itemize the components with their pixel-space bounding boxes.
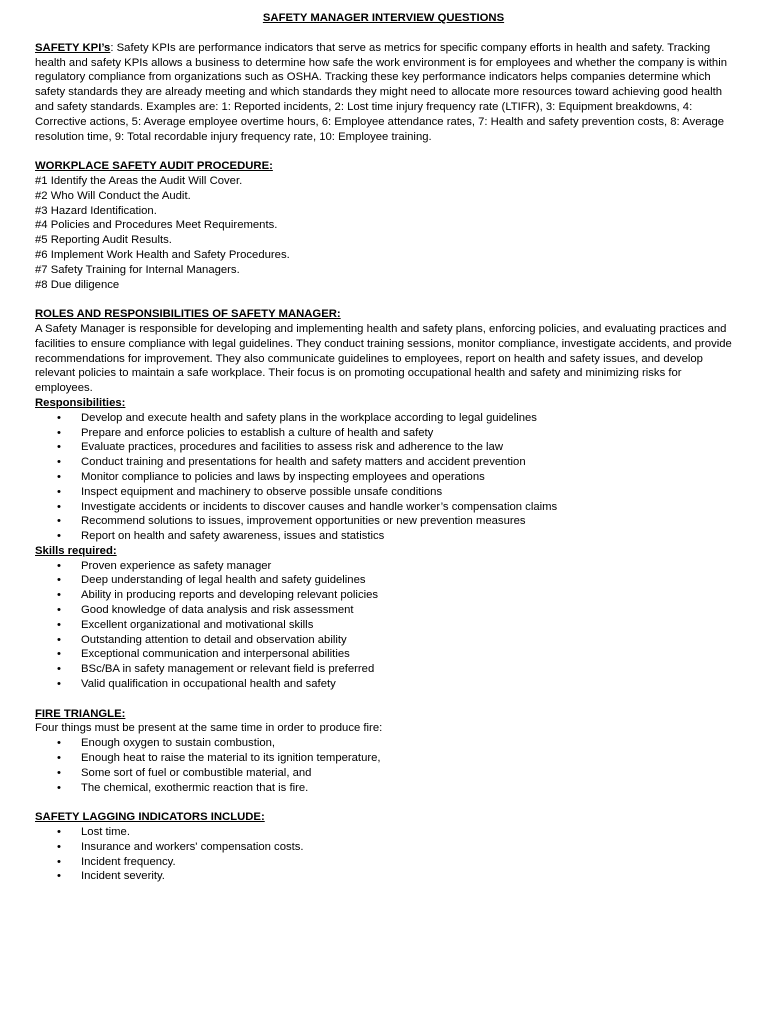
audit-step: #2 Who Will Conduct the Audit. xyxy=(35,189,191,202)
list-item xyxy=(35,618,732,633)
list-item xyxy=(35,662,732,677)
list-item xyxy=(35,633,732,648)
roles-intro: A Safety Manager is responsible for developing and implementing health and safety plans, enforcing policies, and evaluating practices and facilities to ensure compliance with legal guidelines. They conduct training sessions, monitor compliance, investigate accidents, and provide recommendations for improvement. They also communicate guidelines to employees, report on health and safety issues, and develop relevant policies to maintain a safe workplace. Their focus is on promoting occupational health and safety and minimizing risks for employees. xyxy=(35,322,732,395)
list-item xyxy=(35,485,732,500)
list-item xyxy=(35,573,732,588)
list-item xyxy=(35,470,732,485)
audit-step: #8 Due diligence xyxy=(35,278,120,291)
fire-list xyxy=(35,736,732,795)
audit-step: #5 Reporting Audit Results. xyxy=(35,234,172,247)
bullet-icon: • xyxy=(57,604,61,617)
bullet-icon: • xyxy=(57,678,61,691)
list-item-text: Recommend solutions to issues, improvement opportunities or new prevention measures xyxy=(81,515,526,528)
list-item-text: Investigate accidents or incidents to discover causes and handle worker’s compensation claims xyxy=(81,500,558,513)
list-item xyxy=(35,529,732,544)
list-item-text: Conduct training and presentations for health and safety matters and accident prevention xyxy=(81,456,526,469)
list-item xyxy=(35,781,732,796)
list-item xyxy=(35,677,732,692)
audit-step: #6 Implement Work Health and Safety Procedures. xyxy=(35,248,290,261)
bullet-icon: • xyxy=(57,752,61,765)
list-item-text: Enough heat to raise the material to its ignition temperature, xyxy=(81,752,381,765)
list-item-text: Incident severity. xyxy=(81,870,165,883)
responsibilities-list xyxy=(35,411,732,544)
bullet-icon: • xyxy=(57,411,61,424)
bullet-icon: • xyxy=(57,618,61,631)
bullet-icon: • xyxy=(57,737,61,750)
list-item-text: Deep understanding of legal health and safety guidelines xyxy=(81,574,366,587)
skills-list xyxy=(35,559,732,692)
lagging-section xyxy=(35,810,732,884)
bullet-icon: • xyxy=(57,870,61,883)
bullet-icon: • xyxy=(57,470,61,483)
roles-heading: ROLES AND RESPONSIBILITIES OF SAFETY MANAGER: xyxy=(35,308,341,321)
list-item-text: Insurance and workers' compensation costs. xyxy=(81,840,304,853)
bullet-icon: • xyxy=(57,574,61,587)
document-title: SAFETY MANAGER INTERVIEW QUESTIONS xyxy=(262,12,505,24)
list-item xyxy=(35,825,732,840)
roles-section xyxy=(35,307,732,692)
list-item-text: Inspect equipment and machinery to observe possible unsafe conditions xyxy=(81,485,443,498)
fire-heading: FIRE TRIANGLE: xyxy=(35,707,126,720)
kpi-text: : Safety KPIs are performance indicators that serve as metrics for specific company efforts in health and safety. Tracking health and safety KPIs allows a business to determine how safe the work environment is for employees and whether the company is within regulatory compliance from organizations such as OSHA. Tracking these key performance indicators helps companies determine which safety standards they are already meeting and which standards they might need to allocate more resources toward achieving good health and safety standards. Examples are: 1: Reported incidents, 2: Lost time injury frequency rate (LTIFR), 3: Equipment breakdowns, 4: Corrective actions, 5: Average employee overtime hours, 6: Employee attendance rates, 7: Health and safety prevention costs, 8: Average resolution time, 9: Total recordable injury frequency rate, 10: Employee training. xyxy=(35,41,727,143)
lagging-list xyxy=(35,825,732,884)
list-item xyxy=(35,426,732,441)
list-item-text: Incident frequency. xyxy=(81,855,176,868)
bullet-icon: • xyxy=(57,663,61,676)
list-item xyxy=(35,869,732,884)
list-item-text: Evaluate practices, procedures and facilities to assess risk and adherence to the law xyxy=(81,441,503,454)
list-item xyxy=(35,500,732,515)
audit-step: #1 Identify the Areas the Audit Will Cover. xyxy=(35,174,243,187)
list-item-text: Enough oxygen to sustain combustion, xyxy=(81,737,276,750)
list-item xyxy=(35,840,732,855)
bullet-icon: • xyxy=(57,456,61,469)
responsibilities-heading: Responsibilities: xyxy=(35,396,126,409)
list-item-text: Monitor compliance to policies and laws by inspecting employees and operations xyxy=(81,470,485,483)
list-item xyxy=(35,766,732,781)
bullet-icon: • xyxy=(57,648,61,661)
list-item-text: Exceptional communication and interpersonal abilities xyxy=(81,648,350,661)
list-item-text: The chemical, exothermic reaction that is fire. xyxy=(81,781,309,794)
fire-section xyxy=(35,707,732,796)
list-item-text: Ability in producing reports and developing relevant policies xyxy=(81,589,379,602)
list-item-text: Good knowledge of data analysis and risk assessment xyxy=(81,604,354,617)
bullet-icon: • xyxy=(57,855,61,868)
audit-section xyxy=(35,159,732,292)
list-item xyxy=(35,514,732,529)
bullet-icon: • xyxy=(57,559,61,572)
list-item xyxy=(35,647,732,662)
audit-step: #7 Safety Training for Internal Managers. xyxy=(35,263,240,276)
bullet-icon: • xyxy=(57,500,61,513)
list-item-text: Excellent organizational and motivational skills xyxy=(81,618,314,631)
kpi-paragraph xyxy=(35,41,732,145)
fire-intro: Four things must be present at the same time in order to produce fire: xyxy=(35,722,383,735)
list-item-text: BSc/BA in safety management or relevant field is preferred xyxy=(81,663,375,676)
bullet-icon: • xyxy=(57,781,61,794)
list-item xyxy=(35,736,732,751)
bullet-icon: • xyxy=(57,826,61,839)
bullet-icon: • xyxy=(57,766,61,779)
list-item-text: Some sort of fuel or combustible material, and xyxy=(81,766,312,779)
list-item-text: Prepare and enforce policies to establish a culture of health and safety xyxy=(81,426,434,439)
list-item xyxy=(35,603,732,618)
audit-heading: WORKPLACE SAFETY AUDIT PROCEDURE: xyxy=(35,160,273,173)
bullet-icon: • xyxy=(57,530,61,543)
bullet-icon: • xyxy=(57,426,61,439)
bullet-icon: • xyxy=(57,515,61,528)
list-item-text: Develop and execute health and safety plans in the workplace according to legal guidelines xyxy=(81,411,537,424)
list-item-text: Report on health and safety awareness, issues and statistics xyxy=(81,530,385,543)
bullet-icon: • xyxy=(57,441,61,454)
list-item-text: Valid qualification in occupational health and safety xyxy=(81,678,336,691)
list-item-text: Outstanding attention to detail and observation ability xyxy=(81,633,347,646)
bullet-icon: • xyxy=(57,633,61,646)
bullet-icon: • xyxy=(57,589,61,602)
audit-step: #4 Policies and Procedures Meet Requirements. xyxy=(35,219,278,232)
list-item xyxy=(35,559,732,574)
list-item xyxy=(35,751,732,766)
kpi-label: SAFETY KPI’s xyxy=(35,41,111,54)
list-item xyxy=(35,588,732,603)
bullet-icon: • xyxy=(57,840,61,853)
lagging-heading: SAFETY LAGGING INDICATORS INCLUDE: xyxy=(35,811,265,824)
audit-step: #3 Hazard Identification. xyxy=(35,204,157,217)
list-item-text: Proven experience as safety manager xyxy=(81,559,272,572)
list-item xyxy=(35,455,732,470)
bullet-icon: • xyxy=(57,485,61,498)
skills-heading: Skills required: xyxy=(35,544,117,557)
list-item xyxy=(35,855,732,870)
list-item xyxy=(35,440,732,455)
list-item xyxy=(35,411,732,426)
list-item-text: Lost time. xyxy=(81,826,130,839)
